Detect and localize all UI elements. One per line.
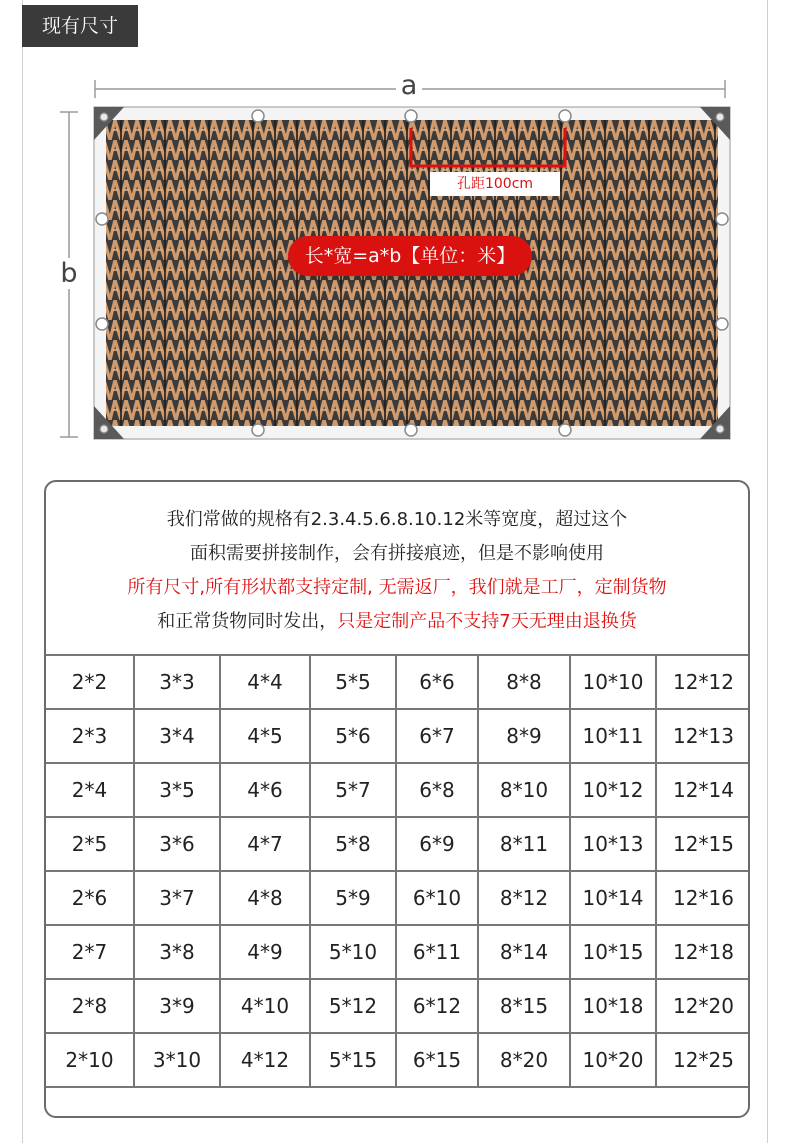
size-cell: 3*3 (134, 655, 220, 709)
note-line-4-black: 和正常货物同时发出， (157, 611, 338, 632)
shade-net-diagram (0, 0, 790, 470)
size-cell: 4*8 (220, 871, 310, 925)
size-cell: 6*7 (396, 709, 478, 763)
size-cell: 5*5 (310, 655, 396, 709)
hole-spacing-label: 孔距100cm (430, 172, 560, 196)
table-row (45, 1033, 750, 1087)
size-cell: 12*15 (656, 817, 750, 871)
size-cell: 6*10 (396, 871, 478, 925)
size-cell: 10*10 (570, 655, 656, 709)
size-cell: 5*6 (310, 709, 396, 763)
size-cell: 6*15 (396, 1033, 478, 1087)
size-cell: 3*5 (134, 763, 220, 817)
size-cell: 2*5 (45, 817, 134, 871)
table-row (45, 871, 750, 925)
table-row (45, 979, 750, 1033)
size-cell: 3*7 (134, 871, 220, 925)
size-cell: 2*6 (45, 871, 134, 925)
size-cell: 8*12 (478, 871, 570, 925)
size-cell: 10*11 (570, 709, 656, 763)
size-cell: 8*20 (478, 1033, 570, 1087)
size-cell: 5*8 (310, 817, 396, 871)
size-cell: 4*7 (220, 817, 310, 871)
size-cell: 12*18 (656, 925, 750, 979)
size-cell: 4*10 (220, 979, 310, 1033)
table-row (45, 709, 750, 763)
size-cell: 8*15 (478, 979, 570, 1033)
size-cell: 3*9 (134, 979, 220, 1033)
size-cell: 5*9 (310, 871, 396, 925)
table-row (45, 655, 750, 709)
size-cell: 6*8 (396, 763, 478, 817)
net-illustration (0, 0, 790, 470)
size-cell: 6*12 (396, 979, 478, 1033)
size-table (44, 654, 750, 1088)
size-cell: 8*14 (478, 925, 570, 979)
size-cell: 5*10 (310, 925, 396, 979)
size-cell: 4*6 (220, 763, 310, 817)
size-cell: 10*18 (570, 979, 656, 1033)
size-cell: 12*12 (656, 655, 750, 709)
size-cell: 6*11 (396, 925, 478, 979)
table-row (45, 817, 750, 871)
table-row (45, 763, 750, 817)
size-cell: 2*8 (45, 979, 134, 1033)
size-cell: 2*3 (45, 709, 134, 763)
size-cell: 4*9 (220, 925, 310, 979)
note-line-3-custom: 所有尺寸,所有形状都支持定制, 无需返厂，我们就是工厂，定制货物 (127, 577, 667, 598)
size-cell: 12*13 (656, 709, 750, 763)
size-cell: 2*7 (45, 925, 134, 979)
size-cell: 12*25 (656, 1033, 750, 1087)
size-cell: 12*20 (656, 979, 750, 1033)
table-row (45, 925, 750, 979)
height-label: b (56, 258, 82, 289)
size-cell: 6*9 (396, 817, 478, 871)
size-cell: 5*15 (310, 1033, 396, 1087)
size-cell: 10*12 (570, 763, 656, 817)
size-cell: 8*11 (478, 817, 570, 871)
size-cell: 2*10 (45, 1033, 134, 1087)
section-title: 现有尺寸 (22, 5, 138, 47)
note-line-2: 面积需要拼接制作，会有拼接痕迹，但是不影响使用 (190, 543, 604, 564)
size-info-card (44, 480, 750, 1118)
size-cell: 3*8 (134, 925, 220, 979)
width-label: a (396, 70, 422, 101)
size-cell: 12*14 (656, 763, 750, 817)
size-cell: 10*13 (570, 817, 656, 871)
size-cell: 8*10 (478, 763, 570, 817)
size-cell: 5*12 (310, 979, 396, 1033)
size-cell: 3*4 (134, 709, 220, 763)
size-cell: 8*8 (478, 655, 570, 709)
size-cell: 2*4 (45, 763, 134, 817)
size-cell: 4*4 (220, 655, 310, 709)
size-cell: 10*15 (570, 925, 656, 979)
note-line-1: 我们常做的规格有2.3.4.5.6.8.10.12米等宽度，超过这个 (166, 509, 628, 530)
size-cell: 10*14 (570, 871, 656, 925)
size-cell: 3*10 (134, 1033, 220, 1087)
size-cell: 6*6 (396, 655, 478, 709)
size-cell: 5*7 (310, 763, 396, 817)
size-cell: 2*2 (45, 655, 134, 709)
size-cell: 3*6 (134, 817, 220, 871)
size-cell: 10*20 (570, 1033, 656, 1087)
note-line-4-red: 只是定制产品不支持7天无理由退换货 (337, 611, 637, 632)
size-cell: 4*5 (220, 709, 310, 763)
size-cell: 8*9 (478, 709, 570, 763)
size-cell: 12*16 (656, 871, 750, 925)
note-line-4 (46, 608, 748, 636)
size-cell: 4*12 (220, 1033, 310, 1087)
size-formula-badge: 长*宽=a*b【单位：米】 (288, 236, 532, 276)
